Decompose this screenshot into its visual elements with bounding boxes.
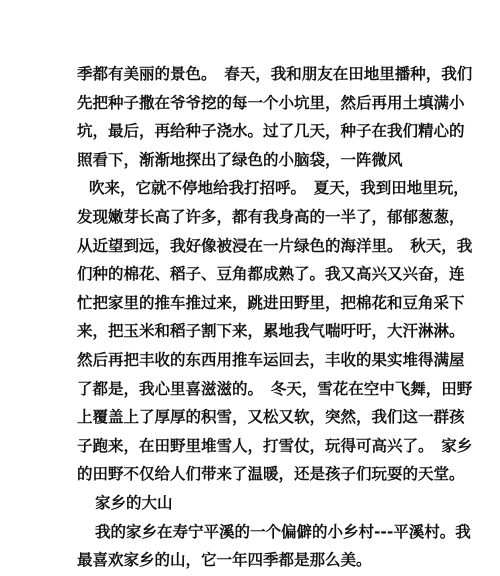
section-heading: 家乡的大山 — [95, 494, 173, 512]
text-line-7: 从近望到远，我好像被浸在一片绿色的海洋里。 秋天，我 — [77, 236, 473, 255]
text-line-14: 子跑来，在田野里堆雪人，打雪仗，玩得可高兴了。 家乡 — [77, 436, 473, 455]
text-line-4: 照看下，渐渐地探出了绿色的小脑袋，一阵微风 — [77, 150, 403, 169]
text-line-15: 的田野不仅给人们带来了温暖，还是孩子们玩耍的天堂。 — [77, 465, 465, 484]
text-line-13: 上覆盖上了厚厚的积雪，又松又软，突然，我们这一群孩 — [77, 408, 465, 427]
text-line-2: 先把种子撒在爷爷挖的每一个小坑里，然后再用土填满小 — [77, 93, 465, 112]
text-line-11: 然后再把丰收的东西用推车运回去，丰收的果实堆得满屋 — [77, 351, 465, 369]
text-line-17: 我的家乡在寿宁平溪的一个偏僻的小乡村---平溪村。我 — [95, 522, 471, 541]
text-line-10: 来，把玉米和稻子割下来，累地我气喘吁吁，大汗淋淋。 — [77, 322, 465, 341]
text-line-1: 季都有美丽的景色。 春天，我和朋友在田地里播种，我们 — [77, 65, 473, 83]
text-line-6: 发现嫩芽长高了许多，都有我身高的一半了，郁郁葱葱， — [77, 208, 465, 226]
text-line-5: 吹来，它就不停地给我打招呼。 夏天，我到田地里玩， — [89, 179, 469, 198]
text-line-3: 坑，最后，再给种子浇水。过了几天，种子在我们精心的 — [77, 122, 465, 141]
text-line-12: 了都是，我心里喜滋滋的。 冬天，雪花在空中飞舞，田野 — [77, 379, 473, 398]
text-line-18: 最喜欢家乡的山，它一年四季都是那么美。 — [77, 551, 372, 570]
text-line-8: 们种的棉花、稻子、豆角都成熟了。我又高兴又兴奋，连 — [77, 265, 465, 284]
text-line-9: 忙把家里的推车推过来，跳进田野里，把棉花和豆角采下 — [77, 293, 465, 312]
